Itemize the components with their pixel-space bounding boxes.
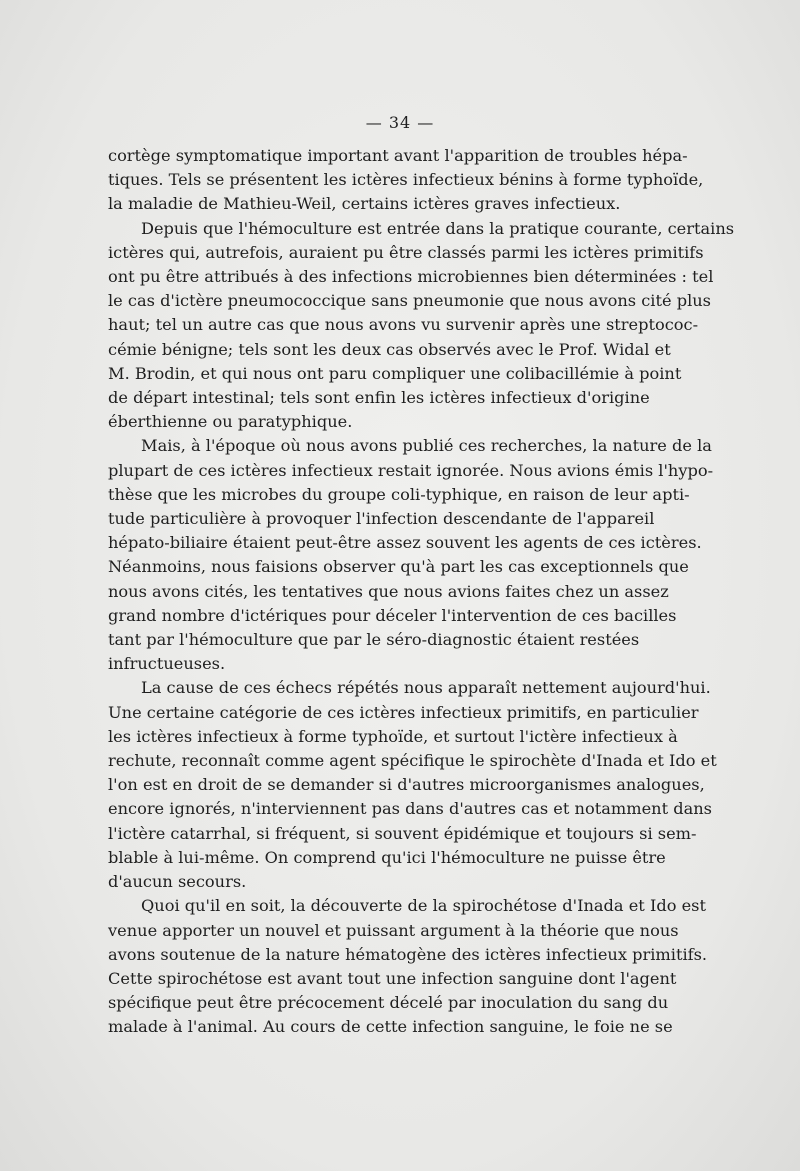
text-line: tant par l'hémoculture que par le séro-diagnostic étaient restées <box>108 630 640 650</box>
text-line: de départ intestinal; tels sont enfin les ictères infectieux d'origine <box>108 388 650 408</box>
text-line: Quoi qu'il en soit, la découverte de la spirochétose d'Inada et Ido est <box>141 896 706 916</box>
text-line: tude particulière à provoquer l'infection descendante de l'appareil <box>108 509 655 529</box>
text-line: rechute, reconnaît comme agent spécifique le spirochète d'Inada et Ido et <box>108 751 717 771</box>
text-line: éberthienne ou paratyphique. <box>108 412 353 432</box>
text-line: La cause de ces échecs répétés nous apparaît nettement aujourd'hui. <box>141 678 711 698</box>
text-line: nous avons cités, les tentatives que nous avions faites chez un assez <box>108 581 669 601</box>
text-line: Mais, à l'époque où nous avons publié ces recherches, la nature de la <box>141 436 712 456</box>
text-line: l'ictère catarrhal, si fréquent, si souvent épidémique et toujours si sem- <box>108 823 697 843</box>
text-line: Néanmoins, nous faisions observer qu'à part les cas exceptionnels que <box>108 557 689 577</box>
body-text <box>108 144 735 1040</box>
text-line: Une certaine catégorie de ces ictères infectieux primitifs, en particulier <box>108 702 699 722</box>
text-line: thèse que les microbes du groupe coli-typhique, en raison de leur apti- <box>108 484 690 504</box>
text-line: la maladie de Mathieu-Weil, certains ictères graves infectieux. <box>108 194 621 214</box>
text-line: grand nombre d'ictériques pour déceler l'intervention de ces bacilles <box>108 605 677 625</box>
text-line: encore ignorés, n'interviennent pas dans d'autres cas et notamment dans <box>108 799 712 819</box>
text-line: infructueuses. <box>108 654 226 674</box>
text-line: haut; tel un autre cas que nous avons vu survenir après une streptococ- <box>108 315 699 335</box>
text-line: plupart de ces ictères infectieux restait ignorée. Nous avions émis l'hypo- <box>108 460 714 480</box>
text-line: Depuis que l'hémoculture est entrée dans la pratique courante, certains <box>141 218 735 238</box>
text-line: Cette spirochétose est avant tout une infection sanguine dont l'agent <box>108 968 677 988</box>
text-line: cortège symptomatique important avant l'apparition de troubles hépa- <box>108 146 688 165</box>
text-line: le cas d'ictère pneumococcique sans pneumonie que nous avons cité plus <box>108 291 711 311</box>
page-number: — 34 — <box>365 113 435 132</box>
text-line: M. Brodin, et qui nous ont paru compliquer une colibacillémie à point <box>108 363 682 383</box>
text-line: cémie bénigne; tels sont les deux cas observés avec le Prof. Widal et <box>108 339 671 359</box>
text-line: avons soutenue de la nature hématogène des ictères infectieux primitifs. <box>108 944 708 964</box>
text-line: tiques. Tels se présentent les ictères infectieux bénins à forme typhoïde, <box>108 170 704 190</box>
text-line: l'on est en droit de se demander si d'autres microorganismes analogues, <box>108 775 705 795</box>
text-line: spécifique peut être précocement décelé par inoculation du sang du <box>108 993 669 1013</box>
paragraph-5 <box>108 894 723 1039</box>
text-line: ictères qui, autrefois, auraient pu être classés parmi les ictères primitifs <box>108 242 704 262</box>
paragraph-2 <box>108 217 735 435</box>
text-line: les ictères infectieux à forme typhoïde, et surtout l'ictère infectieux à <box>108 726 678 746</box>
paragraph-4 <box>108 676 723 894</box>
paragraph-3 <box>108 434 723 676</box>
text-line: hépato-biliaire étaient peut-être assez souvent les agents de ces ictères. <box>108 533 702 553</box>
text-line: malade à l'animal. Au cours de cette infection sanguine, le foie ne se <box>108 1017 673 1037</box>
paragraph-1 <box>108 144 723 217</box>
text-line: ont pu être attribués à des infections microbiennes bien déterminées : tel <box>108 267 714 287</box>
text-line: blable à lui-même. On comprend qu'ici l'hémoculture ne puisse être <box>108 847 666 867</box>
text-line: venue apporter un nouvel et puissant argument à la théorie que nous <box>108 920 679 940</box>
text-line: d'aucun secours. <box>108 872 247 892</box>
